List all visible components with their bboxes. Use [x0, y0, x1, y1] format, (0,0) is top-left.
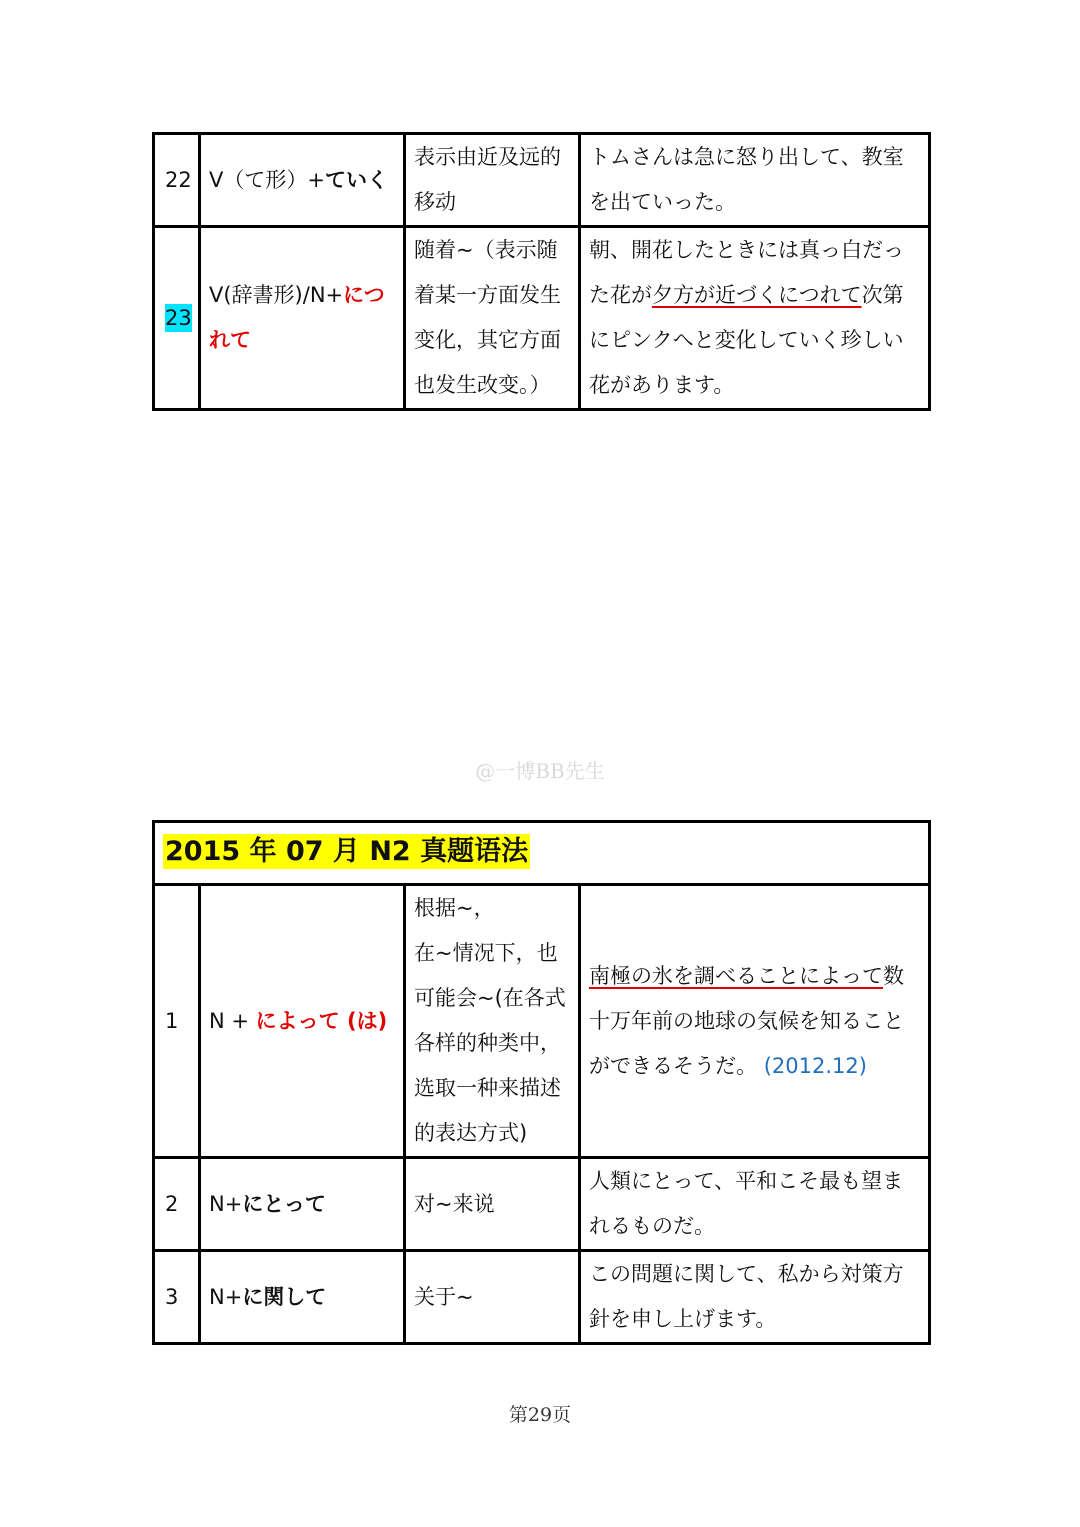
table-row: [154, 227, 930, 410]
meaning-cell: [405, 134, 580, 227]
watermark: @一博BB先生: [475, 759, 605, 783]
example-cell: [580, 1251, 930, 1344]
example-line: 花があります。: [589, 373, 735, 397]
example-text: 数: [883, 963, 904, 988]
table-row: [154, 885, 930, 1158]
example-cell: [580, 885, 930, 1158]
example-text: ができるそうだ。: [589, 1053, 764, 1078]
underlined-phrase: 南極の氷を調べることによって: [589, 963, 883, 988]
pattern-keyword: につ: [343, 283, 385, 307]
pattern-prefix: V（て形）+: [209, 167, 325, 192]
row-number: [154, 227, 200, 410]
exam-reference: (2012.12): [763, 1053, 867, 1078]
example-line: 朝、開花したときには真っ白だっ: [589, 238, 904, 262]
example-line: この問題に関して、私から対策方: [589, 1262, 904, 1286]
meaning-cell: [405, 227, 580, 410]
table-title-cell: [154, 822, 930, 885]
meaning-line: 着某一方面发生: [414, 283, 561, 307]
example-line: 十万年前の地球の気候を知ること: [589, 1008, 904, 1033]
row-number: 2: [154, 1158, 200, 1251]
example-line: [589, 954, 920, 999]
pattern-keyword-cont: れて: [209, 328, 251, 352]
example-cell: [580, 1158, 930, 1251]
meaning-line: 选取一种来描述: [414, 1076, 561, 1100]
example-line: を出ていった。: [589, 190, 736, 214]
pattern-prefix: N +: [209, 1008, 256, 1033]
pattern-prefix: N+: [209, 1284, 243, 1309]
grammar-pattern: [200, 1158, 405, 1251]
example-text: た花が: [589, 283, 652, 307]
example-line: [589, 1044, 920, 1089]
example-line: にピンクへと変化していく珍しい: [589, 328, 904, 352]
meaning-line: 根据~，: [414, 896, 495, 920]
meaning-line: 表示由近及远的: [414, 145, 561, 169]
grammar-table-2015-07: [152, 820, 931, 1345]
meaning-line: 各样的种类中，: [414, 1031, 561, 1055]
example-line: 針を申し上げます。: [589, 1307, 777, 1331]
meaning-line: 随着~（表示随: [414, 238, 558, 262]
grammar-pattern: [200, 885, 405, 1158]
meaning-line: 也发生改变。）: [414, 373, 551, 397]
pattern-keyword: に関して: [242, 1284, 327, 1309]
grammar-table-continued: [152, 132, 931, 411]
meaning-line: 可能会~(在各式: [414, 986, 566, 1010]
pattern-prefix: V(辞書形)/N+: [209, 283, 344, 307]
table-row: [154, 1251, 930, 1344]
table-header-row: [154, 822, 930, 885]
table-row: [154, 1158, 930, 1251]
pattern-keyword: ていく: [324, 167, 388, 192]
pattern-prefix: N+: [209, 1191, 243, 1216]
example-cell: [580, 134, 930, 227]
meaning-line: 变化，其它方面: [414, 328, 561, 352]
meaning-cell: [405, 885, 580, 1158]
row-number: 3: [154, 1251, 200, 1344]
meaning-line: 的表达方式): [414, 1121, 528, 1145]
grammar-pattern: [200, 134, 405, 227]
highlighted-row-number: 23: [165, 305, 192, 330]
grammar-pattern: [200, 1251, 405, 1344]
meaning-cell: 对~来说: [405, 1158, 580, 1251]
grammar-pattern: [200, 227, 405, 410]
example-line: 人類にとって、平和こそ最も望ま: [589, 1169, 904, 1193]
example-cell: [580, 227, 930, 410]
page-number: 第29页: [508, 1404, 572, 1426]
meaning-cell: 关于~: [405, 1251, 580, 1344]
example-text: 次第: [861, 283, 904, 307]
meaning-line: 在~情况下，也: [414, 941, 558, 965]
table-title: 2015 年 07 月 N2 真题语法: [165, 835, 529, 867]
pattern-keyword: にとって: [242, 1191, 326, 1216]
meaning-line: 移动: [414, 190, 456, 214]
pattern-keyword: によって (は): [255, 1008, 388, 1033]
row-number: 22: [154, 134, 200, 227]
example-line: トムさんは急に怒り出して、教室: [589, 145, 904, 169]
table-row: [154, 134, 930, 227]
row-number: 1: [154, 885, 200, 1158]
example-line: [589, 273, 920, 318]
underlined-phrase: 夕方が近づくにつれて: [652, 283, 862, 307]
example-line: れるものだ。: [589, 1214, 715, 1238]
